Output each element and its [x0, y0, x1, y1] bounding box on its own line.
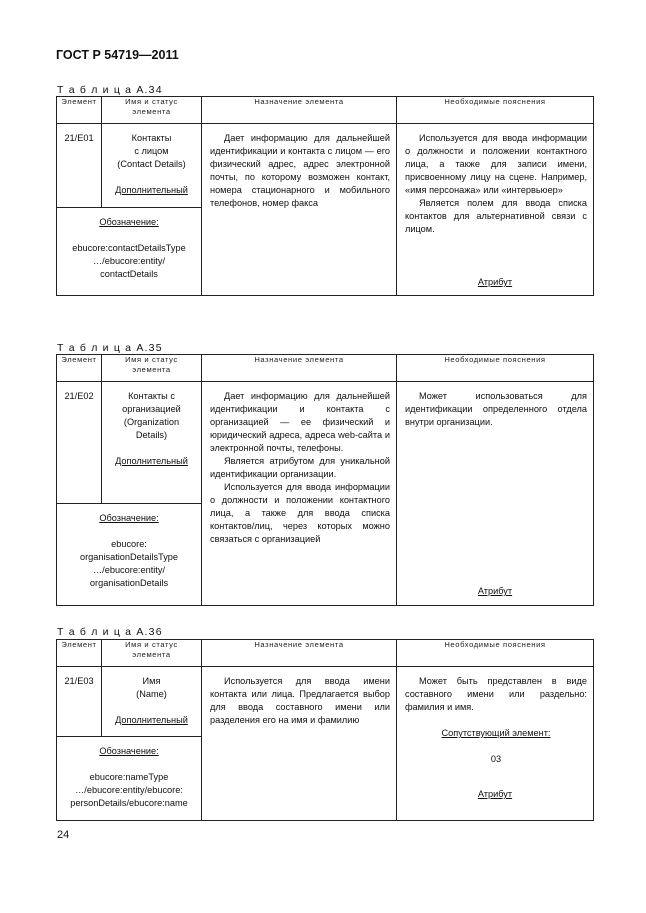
table-a34: [56, 96, 594, 296]
element-status: Дополнительный: [115, 715, 188, 725]
table-header-row: [57, 97, 594, 124]
element-purpose: Используется для ввода имени контакта или лица. Предлагается выбор для ввода составного имени или разделения его на имя и фамилию: [202, 667, 397, 821]
attribute-label: Атрибут: [477, 789, 513, 799]
element-code: 21/E01: [57, 124, 102, 208]
element-name: Контакты с организацией (Organization Details) Дополнительный: [102, 382, 202, 504]
page-number: 24: [57, 829, 70, 841]
col-header-name-status: Имя и статус элемента: [102, 640, 202, 667]
col-header-notes: Необходимые пояснения: [397, 97, 594, 124]
col-header-purpose: Назначение элемента: [202, 640, 397, 667]
table-caption-a34: Т а б л и ц а А.34: [57, 84, 163, 96]
element-name: Контакты с лицом (Contact Details) Дополнительный: [102, 124, 202, 208]
attribute-label: Атрибут: [477, 586, 513, 596]
element-status: Дополнительный: [115, 456, 188, 466]
element-name: Имя (Name) Дополнительный: [102, 667, 202, 737]
element-code: 21/E03: [57, 667, 102, 737]
col-header-element: Элемент: [57, 97, 102, 124]
document-header: ГОСТ Р 54719—2011: [56, 48, 179, 62]
element-status: Дополнительный: [115, 185, 188, 195]
element-purpose: Дает информацию для дальнейшей идентификации и контакта с лицом — его физический адрес, адрес электронной почты, по которому возможен контакт, номера стационарного и мобильного телефонов, номер факса: [202, 124, 397, 296]
element-code: 21/E02: [57, 382, 102, 504]
table-caption-a36: Т а б л и ц а А.36: [57, 626, 163, 638]
attribute-label: Атрибут: [477, 277, 513, 287]
designation-cell: Обозначение: ebucore:nameType …/ebucore:entity/ebucore: personDetails/ebucore:name: [57, 737, 202, 821]
table-a36: [56, 639, 594, 821]
table-header-row: [57, 355, 594, 382]
table-caption-a35: Т а б л и ц а А.35: [57, 342, 163, 354]
designation-cell: Обозначение: ebucore: organisationDetailsType …/ebucore:entity/ organisationDetails: [57, 504, 202, 606]
element-notes: Может использоваться для идентификации определенного отдела внутри организации. Атрибут: [397, 382, 594, 606]
col-header-element: Элемент: [57, 640, 102, 667]
col-header-purpose: Назначение элемента: [202, 97, 397, 124]
element-notes: Используется для ввода информации о должности и положении контактного лица, а также для записи имени, присвоенному лицу на сцене. Например, «имя персонажа» или «интервьюер» Является полем для ввода списка контактов для альтернативной связи с лицом. Атрибут: [397, 124, 594, 296]
col-header-notes: Необходимые пояснения: [397, 355, 594, 382]
related-element-value: 03: [490, 754, 502, 764]
element-notes: Может быть представлен в виде составного имени или раздельно: фамилия и имя. Сопутствующий элемент: 03 Атрибут: [397, 667, 594, 821]
table-header-row: [57, 640, 594, 667]
element-purpose: Дает информацию для дальнейшей идентификации и контакта с организацией — ее физический и юридический адреса, адреса web-сайта и электронной почты, телефоны. Является атрибутом для уникальной идентификации организации. Используется для ввода информации о должности и положении контактного лица, а также для ввода списка контактов/лиц, через которых можно связаться с организацией: [202, 382, 397, 606]
related-element-label: Сопутствующий элемент:: [441, 728, 551, 738]
designation-cell: Обозначение: ebucore:contactDetailsType …/ebucore:entity/ contactDetails: [57, 208, 202, 296]
col-header-element: Элемент: [57, 355, 102, 382]
col-header-purpose: Назначение элемента: [202, 355, 397, 382]
col-header-notes: Необходимые пояснения: [397, 640, 594, 667]
col-header-name-status: Имя и статус элемента: [102, 97, 202, 124]
table-a35: [56, 354, 594, 606]
col-header-name-status: Имя и статус элемента: [102, 355, 202, 382]
